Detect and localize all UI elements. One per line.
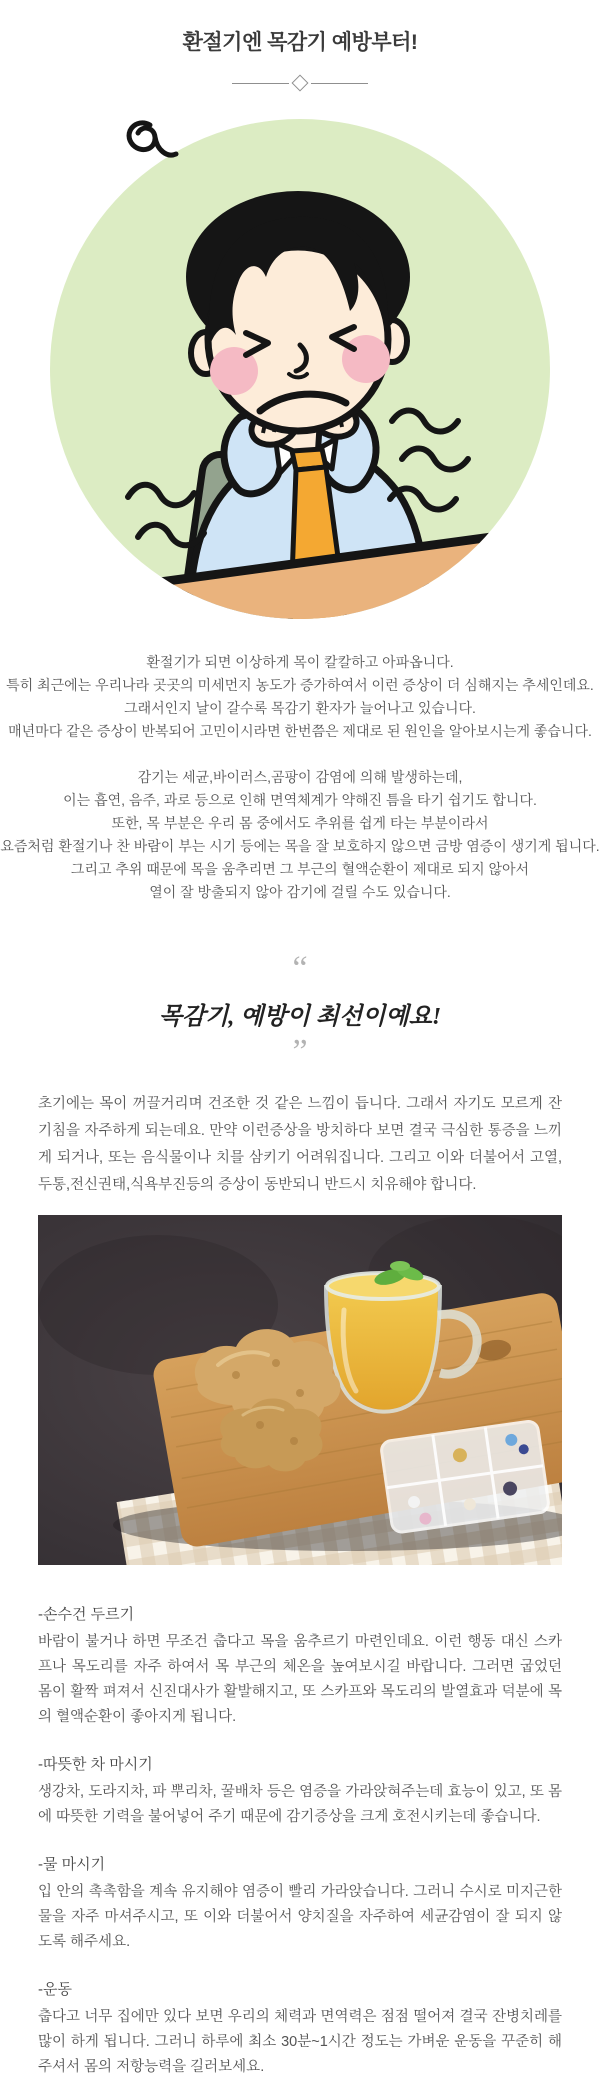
section-title: -운동: [38, 1981, 72, 1998]
tip-section-water: [38, 1853, 562, 1955]
page-title: 환절기엔 목감기 예방부터!: [182, 31, 418, 54]
paragraph-line: 요즘처럼 환절기나 찬 바람이 부는 시기 등에는 목을 잘 보호하지 않으면 금방 염증이 생기게 됩니다.: [0, 838, 600, 854]
sore-throat-illustration: [0, 107, 600, 627]
intro-paragraph-1: [0, 651, 600, 743]
section-body: 입 안의 촉촉함을 계속 유지해야 염증이 빨리 가라앉습니다. 그러니 수시로 미지근한 물을 자주 마셔주시고, 또 이와 더불어서 양치질을 자주하여 세균감염이 잘 되지 않도록 해주세요.: [38, 1884, 562, 1950]
paragraph-line: 감기는 세균,바이러스,곰팡이 감염에 의해 발생하는데,: [137, 769, 463, 785]
tip-section-scarf: [38, 1603, 562, 1730]
section-body: 춥다고 너무 집에만 있다 보면 우리의 체력과 면역력은 점점 떨어져 결국 잔병치레를 많이 하게 됩니다. 그러니 하루에 최소 30분~1시간 정도는 가벼운 운동을 꾸준히 해주셔서 몸의 저항능력을 길러보세요.: [38, 2009, 562, 2075]
prevention-tips: [38, 1603, 562, 2080]
section-title: -손수건 두르기: [38, 1606, 135, 1623]
paragraph-line: 그리고 추위 때문에 목을 움추리면 그 부근의 혈액순환이 제대로 되지 않아서: [70, 861, 530, 877]
paragraph-line: 열이 잘 방출되지 않아 감기에 걸릴 수도 있습니다.: [149, 884, 451, 900]
paragraph-line: 그래서인지 날이 갈수록 목감기 환자가 늘어나고 있습니다.: [124, 700, 476, 716]
section-title: -따뜻한 차 마시기: [38, 1756, 153, 1773]
paragraph-line: 이는 흡연, 음주, 과로 등으로 인해 면역체계가 약해진 틈을 타기 쉽기도 합니다.: [63, 792, 537, 808]
section-divider: [0, 77, 600, 89]
divider-line-right: [311, 83, 368, 84]
pill-organizer: [380, 1420, 549, 1533]
intro-paragraph-2: [0, 766, 600, 904]
tip-section-exercise: [38, 1978, 562, 2080]
ginger-tea-photo: [38, 1215, 562, 1565]
open-quote-icon: “: [292, 950, 308, 987]
divider-line-left: [232, 83, 289, 84]
section-body: 바람이 불거나 하면 무조건 춥다고 목을 움추르기 마련인데요. 이런 행동 대신 스카프나 목도리를 자주 하여서 목 부근의 체온을 높여보시길 바랍니다. 그러면 굽었던 몸이 활짝 펴져서 신진대사가 활발해지고, 또 스카프와 목도리의 발열효과 덕분에 목의 혈액순환이 좋아지게 됩니다.: [38, 1634, 562, 1725]
paragraph-line: 특히 최근에는 우리나라 곳곳의 미세먼지 농도가 증가하여서 이런 증상이 더 심해지는 추세인데요.: [6, 677, 594, 693]
paragraph-line: 환절기가 되면 이상하게 목이 칼칼하고 아파옵니다.: [146, 654, 454, 670]
paragraph-line: 매년마다 같은 증상이 반복되어 고민이시라면 한번쯤은 제대로 된 원인을 알아보시는게 좋습니다.: [8, 723, 592, 739]
close-quote-icon: ”: [292, 1033, 308, 1070]
section-title: -물 마시기: [38, 1856, 106, 1873]
paragraph-line: 또한, 목 부분은 우리 몸 중에서도 추위를 쉽게 타는 부분이라서: [111, 815, 489, 831]
divider-diamond-icon: [292, 75, 309, 92]
squiggle-mark: [129, 123, 176, 155]
section-body: 생강차, 도라지차, 파 뿌리차, 꿀배차 등은 염증을 가라앉혀주는데 효능이 있고, 또 몸에 따뜻한 기력을 불어넣어 주기 때문에 감기증상을 크게 호전시키는데 좋습니다.: [38, 1784, 562, 1825]
symptoms-paragraph: 초기에는 목이 꺼끌거리며 건조한 것 같은 느낌이 듭니다. 그래서 자기도 모르게 잔기침을 자주하게 되는데요. 만약 이런증상을 방치하다 보면 결국 극심한 통증을 느끼게 되거나, 또는 음식물이나 치믈 삼키기 어려워집니다. 그리고 이와 더불어서 고열,두통,전신권태,식욕부진등의 증상이 동반되니 반드시 치유해야 합니다.: [38, 1096, 562, 1193]
pull-quote: [0, 950, 600, 1070]
quote-text: 목감기, 예방이 최선이예요!: [158, 1004, 442, 1030]
tip-section-warm-tea: [38, 1753, 562, 1830]
sore-throat-cartoon: [40, 107, 560, 627]
ginger-tea-photo-image: [38, 1215, 562, 1565]
